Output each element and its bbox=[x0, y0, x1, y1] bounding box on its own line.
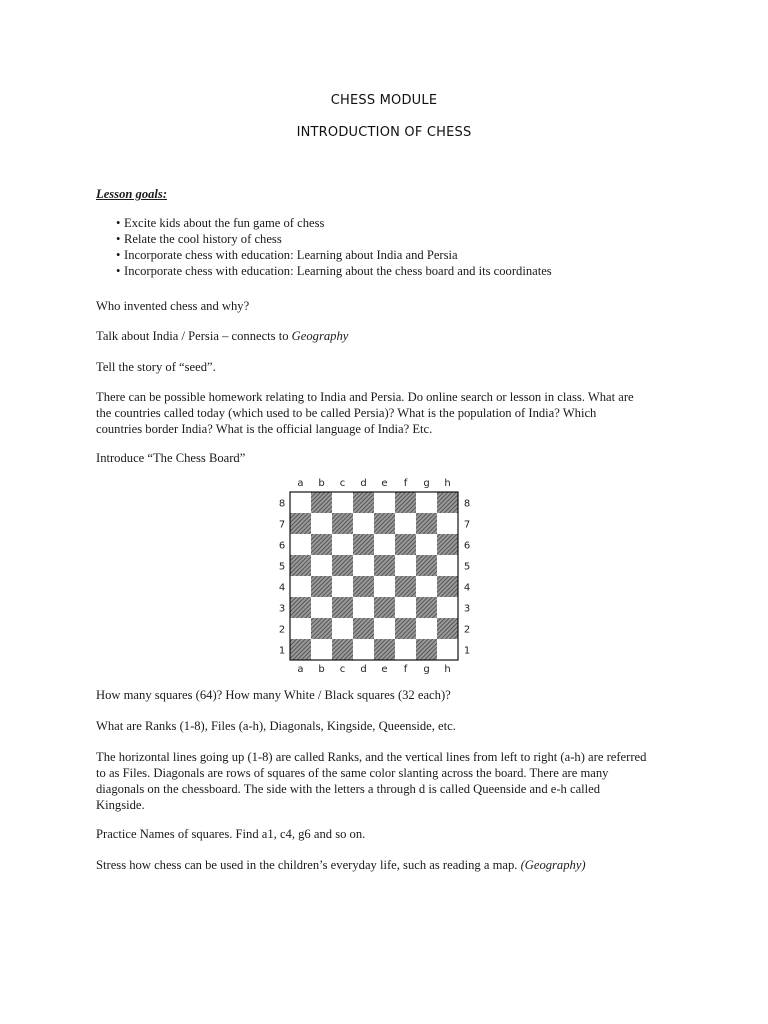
rank-label-left-7: 7 bbox=[278, 519, 286, 531]
homework-text: There can be possible homework relating to India and Persia. Do online search or lesson in class. What are the countries called today (which used to be called Persia)? What is the population of India? Which countries border India? What is the official language of India? Etc. bbox=[96, 390, 634, 436]
file-label-top-g: g bbox=[423, 478, 430, 489]
file-label-top-a: a bbox=[297, 478, 304, 489]
file-label-bottom-h: h bbox=[444, 664, 451, 675]
rank-label-right-1: 1 bbox=[463, 645, 471, 657]
board-square-e5 bbox=[374, 555, 395, 576]
board-square-h8 bbox=[437, 492, 458, 513]
file-label-bottom-g: g bbox=[423, 664, 430, 675]
board-square-a3 bbox=[290, 597, 311, 618]
board-square-g7 bbox=[416, 513, 437, 534]
list-item: • Incorporate chess with education: Learning about India and Persia bbox=[116, 248, 458, 262]
board-square-d6 bbox=[353, 534, 374, 555]
board-square-h1 bbox=[437, 639, 458, 660]
board-square-g3 bbox=[416, 597, 437, 618]
board-square-b7 bbox=[311, 513, 332, 534]
board-square-b2 bbox=[311, 618, 332, 639]
board-square-c4 bbox=[332, 576, 353, 597]
board-square-a4 bbox=[290, 576, 311, 597]
board-square-b5 bbox=[311, 555, 332, 576]
board-square-f6 bbox=[395, 534, 416, 555]
board-square-f7 bbox=[395, 513, 416, 534]
list-item: • Relate the cool history of chess bbox=[116, 232, 282, 246]
subject-geography: (Geography) bbox=[520, 858, 586, 872]
list-item: • Excite kids about the fun game of chess bbox=[116, 216, 325, 230]
lesson-goals-heading: Lesson goals: bbox=[96, 187, 168, 201]
file-label-bottom-f: f bbox=[403, 664, 408, 675]
board-square-g1 bbox=[416, 639, 437, 660]
chessboard-diagram bbox=[270, 470, 480, 682]
board-square-g6 bbox=[416, 534, 437, 555]
board-square-d8 bbox=[353, 492, 374, 513]
board-square-g5 bbox=[416, 555, 437, 576]
board-square-f4 bbox=[395, 576, 416, 597]
board-square-h4 bbox=[437, 576, 458, 597]
board-square-g8 bbox=[416, 492, 437, 513]
ranks-files-text: What are Ranks (1-8), Files (a-h), Diagonals, Kingside, Queenside, etc. bbox=[96, 719, 456, 733]
board-square-c2 bbox=[332, 618, 353, 639]
board-square-h7 bbox=[437, 513, 458, 534]
file-label-bottom-a: a bbox=[297, 664, 304, 675]
bullet-icon: • bbox=[116, 232, 121, 246]
board-square-c3 bbox=[332, 597, 353, 618]
page-title: CHESS MODULE bbox=[330, 93, 438, 108]
board-square-e1 bbox=[374, 639, 395, 660]
board-square-d1 bbox=[353, 639, 374, 660]
board-square-b8 bbox=[311, 492, 332, 513]
board-square-b4 bbox=[311, 576, 332, 597]
file-label-bottom-c: c bbox=[339, 664, 346, 675]
horizontal-lines-text: The horizontal lines going up (1-8) are called Ranks, and the vertical lines from left to right (a-h) are referred to as Files. Diagonals are rows of squares of the same color slanting across the board. There are many diagonals on the chessboard. The side with the letters a through d is called Queenside and e-h called Kingside. bbox=[96, 750, 647, 812]
file-label-bottom-d: d bbox=[360, 664, 367, 675]
board-square-e3 bbox=[374, 597, 395, 618]
board-square-b6 bbox=[311, 534, 332, 555]
board-square-b1 bbox=[311, 639, 332, 660]
list-item: • Incorporate chess with education: Learning about the chess board and its coordinates bbox=[116, 264, 552, 278]
board-square-d3 bbox=[353, 597, 374, 618]
board-square-a2 bbox=[290, 618, 311, 639]
board-square-a1 bbox=[290, 639, 311, 660]
squares-question-text: How many squares (64)? How many White / Black squares (32 each)? bbox=[96, 688, 451, 702]
subject-geography: Geography bbox=[291, 329, 349, 343]
file-label-top-b: b bbox=[318, 478, 325, 489]
board-square-g2 bbox=[416, 618, 437, 639]
board-square-e7 bbox=[374, 513, 395, 534]
board-square-c8 bbox=[332, 492, 353, 513]
board-square-c1 bbox=[332, 639, 353, 660]
board-square-h5 bbox=[437, 555, 458, 576]
rank-label-left-4: 4 bbox=[278, 582, 286, 594]
board-square-f3 bbox=[395, 597, 416, 618]
rank-label-left-3: 3 bbox=[278, 603, 286, 615]
rank-label-right-6: 6 bbox=[463, 540, 471, 552]
board-square-g4 bbox=[416, 576, 437, 597]
bullet-icon: • bbox=[116, 248, 121, 262]
practice-text: Practice Names of squares. Find a1, c4, g6 and so on. bbox=[96, 827, 366, 841]
seed-story-text: Tell the story of “seed”. bbox=[96, 360, 216, 374]
board-square-a7 bbox=[290, 513, 311, 534]
rank-label-left-8: 8 bbox=[278, 498, 286, 510]
board-square-h6 bbox=[437, 534, 458, 555]
board-square-f5 bbox=[395, 555, 416, 576]
board-square-d4 bbox=[353, 576, 374, 597]
board-square-f2 bbox=[395, 618, 416, 639]
board-square-c6 bbox=[332, 534, 353, 555]
rank-label-right-2: 2 bbox=[463, 624, 471, 636]
board-square-d7 bbox=[353, 513, 374, 534]
file-label-top-c: c bbox=[339, 478, 346, 489]
rank-label-left-2: 2 bbox=[278, 624, 286, 636]
stress-text: Stress how chess can be used in the children’s everyday life, such as reading a map. (Geography) bbox=[96, 858, 586, 872]
board-square-e4 bbox=[374, 576, 395, 597]
board-square-e6 bbox=[374, 534, 395, 555]
board-square-h3 bbox=[437, 597, 458, 618]
bullet-icon: • bbox=[116, 264, 121, 278]
talk-about-text: Talk about India / Persia – connects to Geography bbox=[96, 329, 349, 343]
who-invented-text: Who invented chess and why? bbox=[96, 299, 250, 313]
board-square-c7 bbox=[332, 513, 353, 534]
rank-label-left-6: 6 bbox=[278, 540, 286, 552]
file-label-top-h: h bbox=[444, 478, 451, 489]
page-subtitle: INTRODUCTION OF CHESS bbox=[296, 125, 472, 140]
board-square-h2 bbox=[437, 618, 458, 639]
file-label-top-f: f bbox=[403, 478, 408, 489]
rank-label-right-3: 3 bbox=[463, 603, 471, 615]
rank-label-left-5: 5 bbox=[278, 561, 286, 573]
introduce-board-text: Introduce “The Chess Board” bbox=[96, 451, 246, 465]
rank-label-right-8: 8 bbox=[463, 498, 471, 510]
file-label-top-d: d bbox=[360, 478, 367, 489]
board-square-a6 bbox=[290, 534, 311, 555]
board-square-b3 bbox=[311, 597, 332, 618]
board-square-a8 bbox=[290, 492, 311, 513]
board-square-a5 bbox=[290, 555, 311, 576]
bullet-icon: • bbox=[116, 216, 121, 230]
board-square-e8 bbox=[374, 492, 395, 513]
board-square-c5 bbox=[332, 555, 353, 576]
board-square-d5 bbox=[353, 555, 374, 576]
lesson-goals-list bbox=[96, 215, 656, 279]
rank-label-left-1: 1 bbox=[278, 645, 286, 657]
file-label-bottom-b: b bbox=[318, 664, 325, 675]
board-square-f1 bbox=[395, 639, 416, 660]
rank-label-right-4: 4 bbox=[463, 582, 471, 594]
file-label-top-e: e bbox=[381, 478, 388, 489]
board-square-d2 bbox=[353, 618, 374, 639]
rank-label-right-5: 5 bbox=[463, 561, 471, 573]
board-square-f8 bbox=[395, 492, 416, 513]
rank-label-right-7: 7 bbox=[463, 519, 471, 531]
board-square-e2 bbox=[374, 618, 395, 639]
file-label-bottom-e: e bbox=[381, 664, 388, 675]
